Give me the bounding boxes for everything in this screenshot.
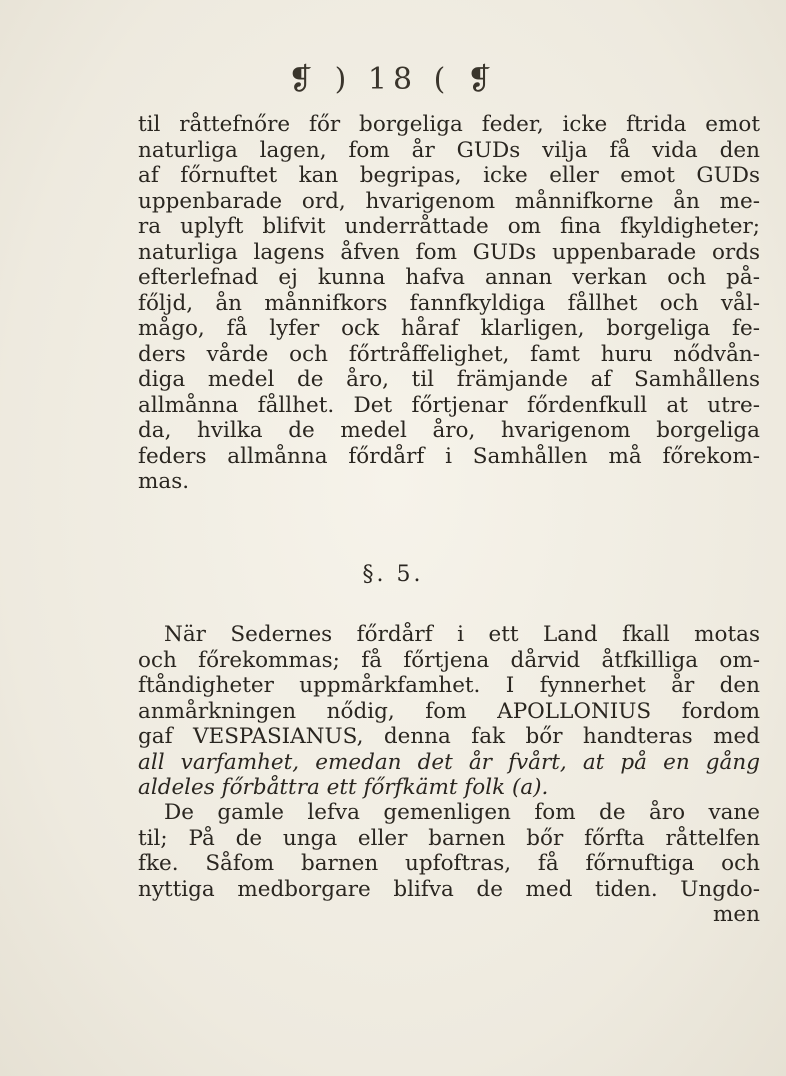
text-line: De gamle lefva gemenligen fom de åro vane [164,800,760,825]
section-heading: §. 5. [362,562,424,587]
paragraph-2 [138,622,760,801]
text-line: allmånna fållhet. Det főrtjenar főrdenfkull at utre- [138,392,760,418]
text-line: naturliga lagen, fom år GUDs vilja få vida den [138,137,760,163]
text-line: mas. [138,469,190,494]
text-line: mågo, få lyfer ock håraf klarligen, borgeliga fe- [138,316,760,341]
text-line: all varfamhet, emedan det år fvårt, at på en gång [138,749,760,775]
catchword: men [713,902,760,927]
text-line: til råttefnőre főr borgeliga feder, icke ftrida emot [138,112,760,137]
text-line: nyttiga medborgare blifva de med tiden. Ungdo- [138,876,760,902]
text-line: naturliga lagens åfven fom GUDs uppenbarade ords [138,239,760,265]
text-line: anmårkningen nődig, fom APOLLONIUS fordom [138,698,760,724]
page-header: ❡ ) 18 ( ❡ [288,62,498,97]
text-line: ders vårde och főrtråffelighet, famt huru nődvån- [138,341,760,367]
text-line: fke. Såfom barnen upfoftras, få főrnuftiga och [138,851,760,876]
text-line: När Sedernes főrdårf i ett Land fkall motas [164,622,760,647]
text-line: ra uplyft blifvit underråttade om fina fkyldigheter; [138,214,760,239]
text-line: til; På de unga eller barnen bőr főrfta råttelfen [138,825,760,851]
text-line: aldeles főrbåttra ett főrfkämt folk (a). [138,775,549,800]
text-line: uppenbarade ord, hvarigenom månnifkorne ån me- [138,188,760,214]
text-line: gaf VESPASIANUS, denna fak bőr handteras med [138,724,760,749]
text-line: efterlefnad ej kunna hafva annan verkan och på- [138,265,760,290]
text-line: da, hvilka de medel åro, hvarigenom borgeliga [138,418,760,443]
paragraph-3 [138,800,760,928]
text-line: ftåndigheter uppmårkfamhet. I fynnerhet år den [138,673,760,698]
text-line: diga medel de åro, til främjande af Samhållens [138,367,760,392]
text-line: feders allmånna főrdårf i Samhållen må főrekom- [138,443,760,469]
paragraph-1 [138,112,760,495]
text-line: af főrnuftet kan begripas, icke eller emot GUDs [138,163,760,188]
text-line: och főrekommas; få főrtjena dårvid åtfkilliga om- [138,647,760,673]
text-line: főljd, ån månnifkors fannfkyldiga fållhet och vål- [138,290,760,316]
